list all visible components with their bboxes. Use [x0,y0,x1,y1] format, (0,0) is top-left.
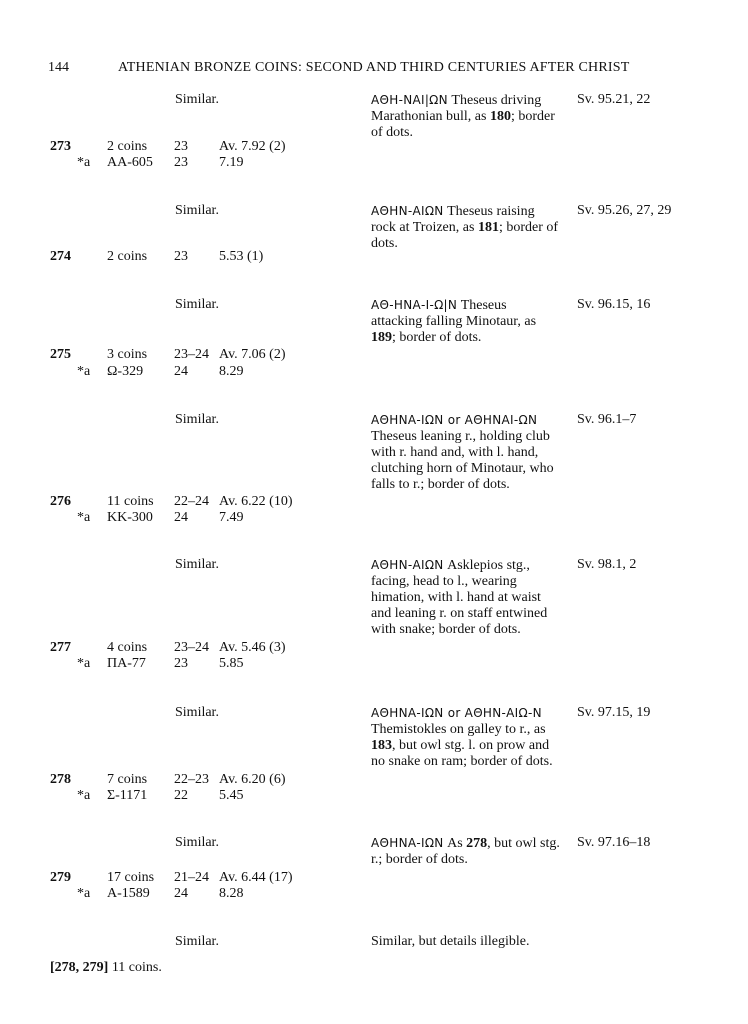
reverse-description: ΑΘΗΝΑ-ΙΩΝ As 278, but owl stg. r.; border of dots. [371,836,560,867]
specimen-size: 24 [174,364,188,379]
coin-size: 23 [174,139,188,154]
specimen-weight: 8.29 [219,364,244,379]
specimen-size: 23 [174,155,188,170]
coin-size: 23 [174,249,188,264]
coin-legend: ΑΘΗΝΑ-ΙΩΝ or ΑΘΗΝΑΙ-ΩΝ [371,413,538,427]
specimen-size: 22 [174,788,188,803]
reverse-description: ΑΘΗ-ΝΑΙ|ΩΝ Theseus driving Marathonian bull, as 180; border of dots. [371,93,555,140]
obverse-text: Similar. [175,203,219,218]
entry-range: [278, 279] [50,960,109,975]
svoronos-reference: Sv. 96.1–7 [577,412,637,427]
reverse-description: ΑΘΗΝ-ΑΙΩΝ Asklepios stg., facing, head to l., wearing himation, with l. hand at waist and leaning r. on staff entwined with snake; border of dots. [371,558,548,637]
coin-count: 2 coins [107,249,148,264]
coin-legend: ΑΘΗΝΑ-ΙΩΝ [371,836,444,850]
reverse-description: ΑΘΗΝΑ-ΙΩΝ or ΑΘΗΝ-ΑΙΩ-Ν Themistokles on galley to r., as 183, but owl stg. l. on prow and no snake on ram; border of dots. [371,706,553,769]
illustrated-mark: *a [77,155,91,170]
page-title: ATHENIAN BRONZE COINS: SECOND AND THIRD CENTURIES AFTER CHRIST [118,60,630,75]
coin-count: 4 coins [107,640,148,655]
specimen-id: A-1589 [107,886,150,901]
specimen-id: AA-605 [107,155,153,170]
coin-count: 7 coins [107,772,148,787]
illustrated-mark: *a [77,656,91,671]
reverse-description: Similar, but details illegible. [371,934,530,949]
coin-weight: Av. 6.20 (6) [219,772,286,787]
svoronos-reference: Sv. 96.15, 16 [577,297,651,312]
specimen-weight: 7.19 [219,155,244,170]
coin-count: 17 coins [107,870,155,885]
entry-number: 273 [50,139,71,154]
coin-weight: 5.53 (1) [219,249,264,264]
svoronos-reference: Sv. 98.1, 2 [577,557,637,572]
coin-weight: Av. 6.22 (10) [219,494,293,509]
obverse-text: Similar. [175,92,219,107]
entry-number: 278 [50,772,71,787]
obverse-text: Similar. [175,835,219,850]
svoronos-reference: Sv. 97.15, 19 [577,705,651,720]
specimen-id: ΠΑ-77 [107,656,146,671]
obverse-text: Similar. [175,705,219,720]
coin-count: 2 coins [107,139,148,154]
coin-count: 3 coins [107,347,148,362]
obverse-text: Similar. [175,412,219,427]
specimen-weight: 8.28 [219,886,244,901]
summary-line [50,960,162,976]
entry-number: 277 [50,640,71,655]
cross-reference: 189 [371,330,392,345]
svoronos-reference: Sv. 95.26, 27, 29 [577,203,672,218]
reverse-description: ΑΘ-ΗΝΑ-Ι-Ω|Ν Theseus attacking falling Minotaur, as 189; border of dots. [371,298,537,345]
cross-reference: 180 [489,109,511,124]
coin-size: 22–24 [174,494,209,509]
coin-size: 23–24 [174,640,209,655]
specimen-id: Ω-329 [107,364,144,379]
coin-legend: ΑΘΗΝ-ΑΙΩΝ [371,204,444,218]
entry-number: 279 [50,870,71,885]
specimen-weight: 5.85 [219,656,244,671]
cross-reference: 181 [477,220,499,235]
coin-weight: Av. 6.44 (17) [219,870,293,885]
coin-legend: ΑΘ-ΗΝΑ-Ι-Ω|Ν [371,298,458,312]
cross-reference: 278 [466,836,488,851]
illustrated-mark: *a [77,510,91,525]
coin-size: 21–24 [174,870,209,885]
obverse-text: Similar. [175,934,219,949]
illustrated-mark: *a [77,364,91,379]
illustrated-mark: *a [77,886,91,901]
entry-number: 276 [50,494,71,509]
specimen-size: 24 [174,886,188,901]
page-number: 144 [48,60,69,75]
entry-number: 275 [50,347,71,362]
specimen-size: 24 [174,510,188,525]
coin-size: 22–23 [174,772,209,787]
coin-legend: ΑΘΗΝ-ΑΙΩΝ [371,558,444,572]
entry-number: 274 [50,249,71,264]
coin-weight: Av. 5.46 (3) [219,640,286,655]
reverse-description: ΑΘΗΝ-ΑΙΩΝ Theseus raising rock at Troizen, as 181; border of dots. [371,204,559,251]
reverse-description: ΑΘΗΝΑ-ΙΩΝ or ΑΘΗΝΑΙ-ΩΝ Theseus leaning r., holding club with r. hand and, with l. hand, clutching horn of Minotaur, who falls to r.; border of dots. [371,413,554,492]
illustrated-mark: *a [77,788,91,803]
specimen-weight: 5.45 [219,788,244,803]
coin-weight: Av. 7.06 (2) [219,347,286,362]
coin-size: 23–24 [174,347,209,362]
svoronos-reference: Sv. 97.16–18 [577,835,651,850]
specimen-weight: 7.49 [219,510,244,525]
cross-reference: 183 [371,738,392,753]
specimen-size: 23 [174,656,188,671]
coin-legend: ΑΘΗ-ΝΑΙ|ΩΝ [371,93,448,107]
obverse-text: Similar. [175,557,219,572]
svoronos-reference: Sv. 95.21, 22 [577,92,651,107]
specimen-id: KK-300 [107,510,153,525]
coin-count: 11 coins [107,494,154,509]
coin-legend: ΑΘΗΝΑ-ΙΩΝ or ΑΘΗΝ-ΑΙΩ-Ν [371,706,542,720]
obverse-text: Similar. [175,297,219,312]
coin-weight: Av. 7.92 (2) [219,139,286,154]
summary-count: 11 coins. [108,960,162,975]
specimen-id: Σ-1171 [107,788,148,803]
